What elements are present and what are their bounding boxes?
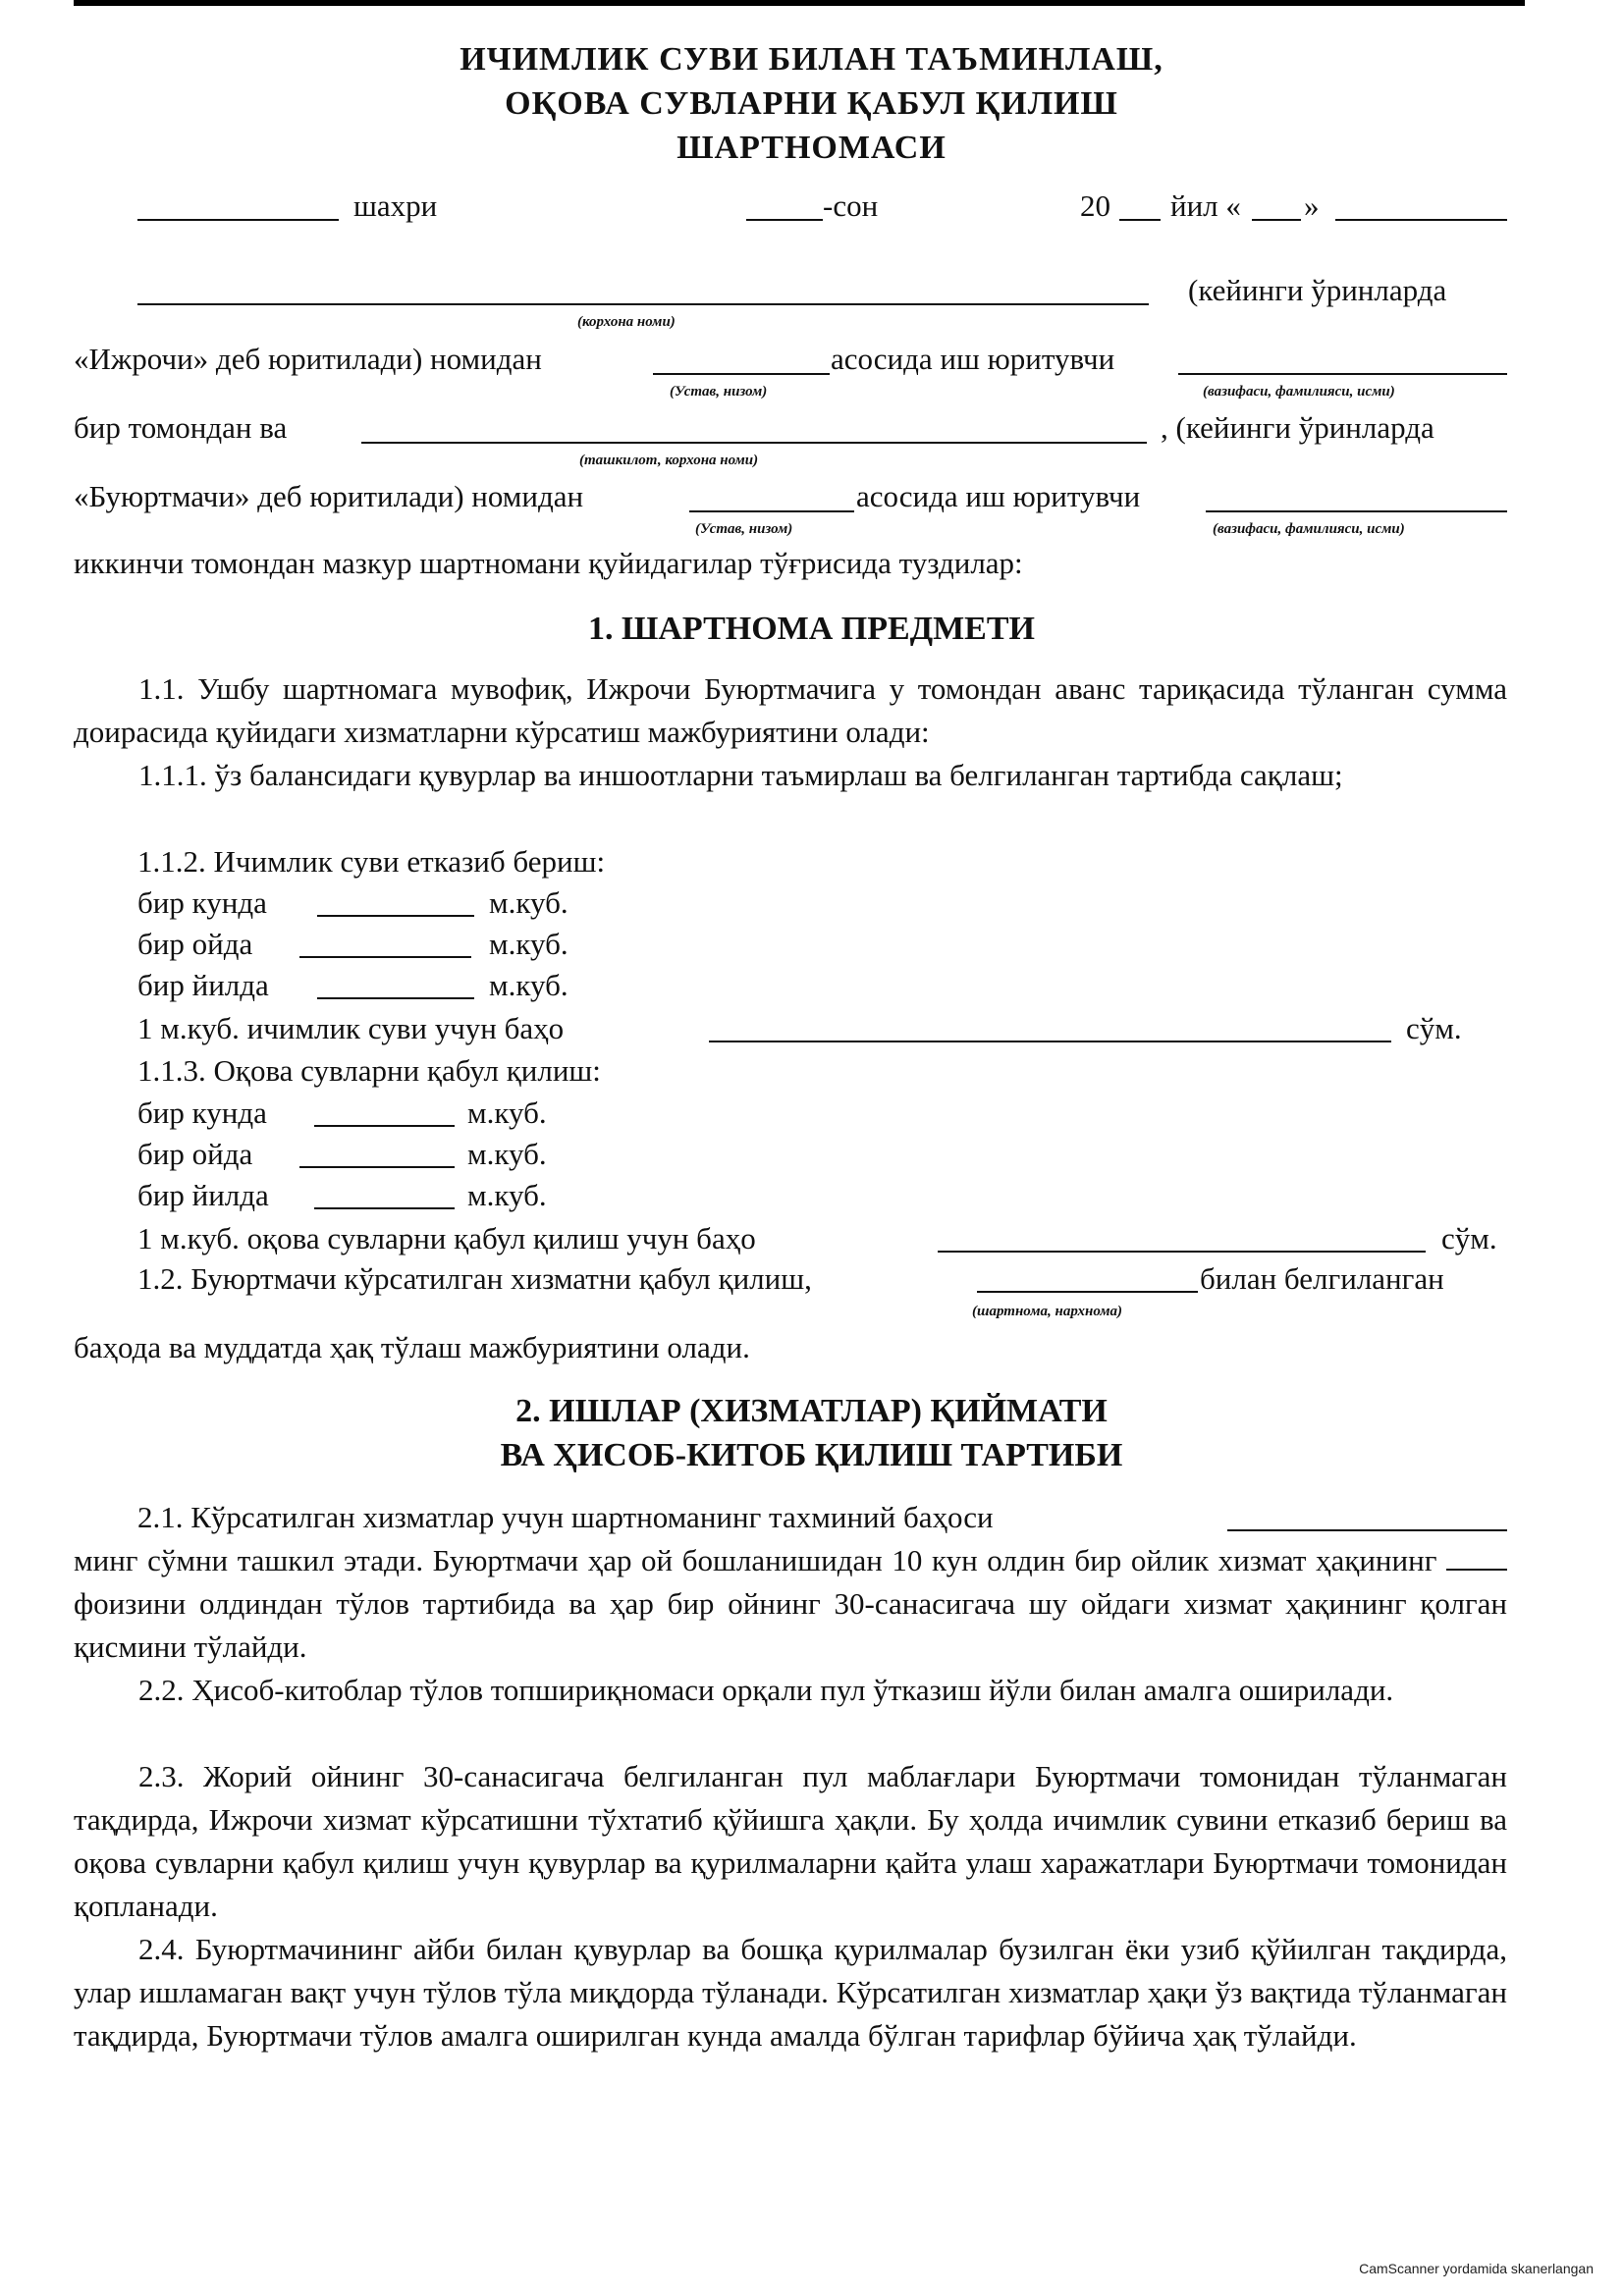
concluded-text: иккинчи томондан мазкур шартномани қуйидагилар тўғрисида туздилар: xyxy=(74,546,1023,580)
water-price-label: 1 м.куб. ичимлик суви учун баҳо xyxy=(137,1011,565,1045)
month-blank[interactable] xyxy=(1335,219,1507,221)
clause-2-1-cont xyxy=(74,1539,1507,1669)
clause-2-1-start: 2.1. Кўрсатилган хизматлар учун шартноманинг тахминий баҳоси xyxy=(137,1500,994,1534)
sewage-price-label: 1 м.куб. оқова сувларни қабул қилиш учун баҳо xyxy=(137,1221,756,1255)
caption-org: (ташкилот, корхона номи) xyxy=(579,453,759,468)
clause-1-2-start: 1.2. Буюртмачи кўрсатилган хизматни қабул қилиш, xyxy=(137,1261,812,1296)
water-per-year-label: бир йилда xyxy=(137,968,269,1002)
sewage-per-year-blank[interactable] xyxy=(314,1207,455,1209)
water-per-day-blank[interactable] xyxy=(317,915,474,917)
sewage-price-blank[interactable] xyxy=(938,1251,1426,1253)
representative-blank-2[interactable] xyxy=(1206,510,1507,512)
sewage-per-year-label: бир йилда xyxy=(137,1178,269,1212)
doc-title-line1: ИЧИМЛИК СУВИ БИЛАН ТАЪМИНЛАШ, xyxy=(460,41,1163,78)
doc-title-line3: ШАРТНОМАСИ xyxy=(676,130,947,166)
clause-1-1: 1.1. Ушбу шартномага мувофиқ, Ижрочи Буюртмачига у томондан аванс тариқасида тўланган сумма доирасида қуйидаги хизматларни кўрсатиш мажбуриятини олади: xyxy=(74,671,1507,749)
based-text: асосида иш юритувчи xyxy=(831,342,1115,376)
sewage-per-month-label: бир ойда xyxy=(137,1137,253,1171)
sewage-per-month-blank[interactable] xyxy=(299,1166,455,1168)
water-per-day-label: бир кунда xyxy=(137,885,267,920)
number-blank[interactable] xyxy=(746,219,823,221)
water-per-year-unit: м.куб. xyxy=(489,968,568,1002)
company-name-blank[interactable] xyxy=(137,303,1149,305)
date-label: йил « xyxy=(1170,188,1241,223)
doc-title-line2: ОҚОВА СУВЛАРНИ ҚАБУЛ ҚИЛИШ xyxy=(505,85,1118,122)
clause-2-1-text-b: фоизини олдиндан тўлов тартибида ва ҳар бир ойнинг 30-санасигача шу ойдаги хизмат ҳақининг қолган қисмини тўлайди. xyxy=(74,1586,1507,1664)
water-per-month-blank[interactable] xyxy=(299,956,471,958)
charter-blank-2[interactable] xyxy=(689,510,854,512)
customer-text: «Буюртмачи» деб юритилади) номидан xyxy=(74,479,584,513)
water-per-month-label: бир ойда xyxy=(137,927,253,961)
number-label: -сон xyxy=(823,188,879,223)
scanner-watermark: CamScanner yordamida skanerlangan xyxy=(1359,2261,1594,2276)
sewage-per-month-unit: м.куб. xyxy=(467,1137,547,1171)
charter-blank[interactable] xyxy=(653,373,830,375)
water-per-year-blank[interactable] xyxy=(317,997,474,999)
water-per-day-unit: м.куб. xyxy=(489,885,568,920)
date-close: » xyxy=(1304,188,1320,223)
section2-heading-line2: ВА ҲИСОБ-КИТОБ ҚИЛИШ ТАРТИБИ xyxy=(500,1437,1123,1473)
year-label: 20 xyxy=(1080,188,1110,223)
sewage-per-day-blank[interactable] xyxy=(314,1125,455,1127)
one-side-text: бир томондан ва xyxy=(74,410,288,445)
clause-2-2: 2.2. Ҳисоб-китоблар тўлов топшириқномаси орқали пул ўтказиш йўли билан амалга оширилади. xyxy=(138,1673,1394,1707)
clause-1-2-end: баҳода ва муддатда ҳақ тўлаш мажбуриятини олади. xyxy=(74,1330,750,1364)
water-price-currency: сўм. xyxy=(1406,1011,1462,1045)
clause-1-2-mid: билан белгиланган xyxy=(1200,1261,1444,1296)
sewage-price-currency: сўм. xyxy=(1441,1221,1497,1255)
clause-2-1-text-a: минг сўмни ташкил этади. Буюртмачи ҳар ой бошланишидан 10 кун олдин бир ойлик хизмат ҳақининг xyxy=(74,1543,1437,1577)
executor-text: «Ижрочи» деб юритилади) номидан xyxy=(74,342,542,376)
sewage-per-day-unit: м.куб. xyxy=(467,1095,547,1130)
clause-1-1-2: 1.1.2. Ичимлик суви етказиб бериш: xyxy=(137,844,606,879)
sewage-per-day-label: бир кунда xyxy=(137,1095,267,1130)
org-name-blank[interactable] xyxy=(361,442,1147,444)
based-text-2: асосида иш юритувчи xyxy=(856,479,1141,513)
contract-blank[interactable] xyxy=(977,1291,1198,1293)
percent-blank[interactable] xyxy=(1446,1547,1507,1571)
hereinafter-2: , (кейинги ўринларда xyxy=(1161,410,1434,445)
clause-1-1-1: 1.1.1. ўз балансидаги қувурлар ва иншоотларни таъмирлаш ва белгиланган тартибда сақлаш; xyxy=(138,758,1343,792)
section1-heading: 1. ШАРТНОМА ПРЕДМЕТИ xyxy=(588,611,1035,647)
caption-position-2: (вазифаси, фамилияси, исми) xyxy=(1213,521,1405,537)
caption-charter-2: (Устав, низом) xyxy=(695,521,793,537)
year-blank[interactable] xyxy=(1119,219,1161,221)
caption-company: (корхона номи) xyxy=(577,314,676,330)
section2-heading-line1: 2. ИШЛАР (ХИЗМАТЛАР) ҚИЙМАТИ xyxy=(515,1393,1108,1429)
water-per-month-unit: м.куб. xyxy=(489,927,568,961)
clause-2-3: 2.3. Жорий ойнинг 30-санасигача белгиланган пул маблағлари Буюртмачи томонидан тўланмаган тақдирда, Ижрочи хизмат кўрсатишни тўхтатиб қўйишга ҳақли. Бу ҳолда ичимлик сувини етказиб бериш ва оқова сувларни қабул қилиш учун қувурлар ва қурилмаларни қайта улаш харажатлари Буюртмачи томонидан қопланади. xyxy=(74,1759,1507,1923)
caption-charter: (Устав, низом) xyxy=(670,384,768,400)
clause-2-4: 2.4. Буюртмачининг айби билан қувурлар ва бошқа қурилмалар бузилган ёки узиб қўйилган тақдирда, улар ишламаган вақт учун тўлов тўла миқдорда тўланади. Кўрсатилган хизматлар ҳақи ўз вақтида тўланмаган тақдирда, Буюртмачи тўлов амалга оширилган кунда амалда бўлган тарифлар бўйича ҳақ тўлайди. xyxy=(74,1932,1507,2053)
clause-1-1-3: 1.1.3. Оқова сувларни қабул қилиш: xyxy=(137,1053,601,1088)
city-label: шахри xyxy=(353,188,438,223)
caption-position: (вазифаси, фамилияси, исми) xyxy=(1203,384,1395,400)
representative-blank[interactable] xyxy=(1178,373,1507,375)
city-blank[interactable] xyxy=(137,219,339,221)
hereinafter-1: (кейинги ўринларда xyxy=(1188,273,1447,307)
day-blank[interactable] xyxy=(1252,219,1301,221)
top-rule xyxy=(74,0,1525,6)
estimate-blank[interactable] xyxy=(1227,1529,1507,1531)
sewage-per-year-unit: м.куб. xyxy=(467,1178,547,1212)
water-price-blank[interactable] xyxy=(709,1041,1391,1042)
caption-contract: (шартнома, нархнома) xyxy=(972,1304,1123,1319)
